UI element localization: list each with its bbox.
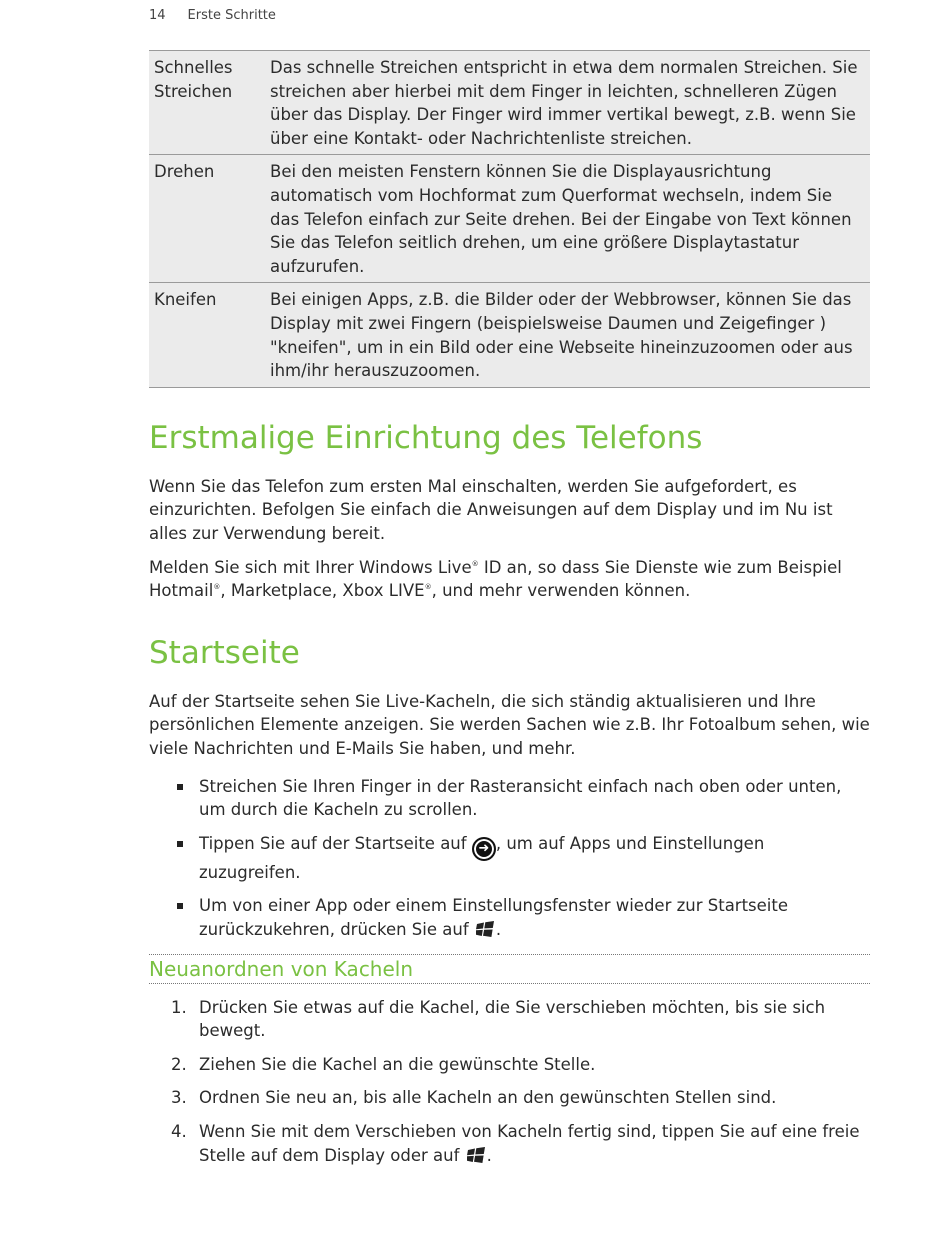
rearrange-steps xyxy=(149,996,870,1168)
page-header xyxy=(149,8,276,23)
gesture-term: Schnelles Streichen xyxy=(149,51,266,155)
setup-paragraph-windows-live: Melden Sie sich mit Ihrer Windows Live® ID an, so dass Sie Dienste wie zum Beispiel Hotmail®, Marketplace, Xbox LIVE®, und mehr verwenden können. xyxy=(149,557,842,601)
step-number: 4. xyxy=(171,1122,187,1141)
start-bullet-list xyxy=(149,775,870,942)
gesture-description: Bei einigen Apps, z.B. die Bilder oder der Webbrowser, können Sie das Display mit zwei Fingern (beispielsweise Daumen und Zeigefinger ) "kneifen", um in ein Bild oder eine Webseite hineinzuzoomen oder aus ihm/ihr herauszuzoomen. xyxy=(266,283,870,387)
registered-mark: ® xyxy=(424,583,432,592)
step-number: 3. xyxy=(171,1088,187,1108)
list-item: Tippen Sie auf der Startseite auf ➜ , um auf Apps und Einstellungen zuzugreifen. xyxy=(149,832,870,885)
registered-mark: ® xyxy=(471,559,479,568)
subsection-title-rearrange: Neuanordnen von Kacheln xyxy=(149,954,870,984)
gesture-term: Drehen xyxy=(149,155,266,283)
section-title-setup: Erstmalige Einrichtung des Telefons xyxy=(149,419,703,456)
registered-mark: ® xyxy=(213,583,221,592)
bullet-icon xyxy=(177,903,183,909)
step-number: 1. xyxy=(171,997,187,1017)
list-item: Um von einer App oder einem Einstellungsfenster wieder zur Startseite zurückzukehren, drücken Sie auf . xyxy=(149,894,870,941)
list-item: 3. Ordnen Sie neu an, bis alle Kacheln an den gewünschten Stellen sind. xyxy=(149,1086,870,1110)
table-row xyxy=(149,283,870,387)
section-title-start: Startseite xyxy=(149,634,300,671)
list-item: 1. Drücken Sie etwas auf die Kachel, die Sie verschieben möchten, bis sie sich bewegt. xyxy=(171,997,826,1041)
windows-logo-icon xyxy=(476,921,494,937)
step-number: 2. xyxy=(171,1054,187,1074)
arrow-right-circle-icon: ➜ xyxy=(472,837,496,861)
gesture-description: Bei den meisten Fenstern können Sie die Displayausrichtung automatisch vom Hochformat zum Querformat wechseln, indem Sie das Telefon einfach zur Seite drehen. Bei der Eingabe von Text können Sie das Telefon seitlich drehen, um eine größere Displaytastatur aufzurufen. xyxy=(266,155,870,283)
windows-logo-icon xyxy=(467,1147,485,1163)
gestures-table xyxy=(149,50,870,388)
table-row xyxy=(149,51,870,155)
page-content xyxy=(149,50,870,1177)
bullet-icon xyxy=(177,841,183,847)
gesture-term: Kneifen xyxy=(149,283,266,387)
page-number: 14 xyxy=(149,8,166,23)
bullet-icon xyxy=(177,784,183,790)
setup-paragraph: Wenn Sie das Telefon zum ersten Mal einschalten, werden Sie aufgefordert, es einzurichten. Befolgen Sie einfach die Anweisungen auf dem Display und im Nu ist alles zur Verwendung bereit. xyxy=(149,476,833,543)
list-item: Streichen Sie Ihren Finger in der Rasteransicht einfach nach oben oder unten, um durch die Kacheln zu scrollen. xyxy=(149,775,870,822)
list-item: 4. Wenn Sie mit dem Verschieben von Kacheln fertig sind, tippen Sie auf eine freie Stelle auf dem Display oder auf . xyxy=(171,1122,860,1165)
list-item: 2. Ziehen Sie die Kachel an die gewünschte Stelle. xyxy=(149,1053,870,1077)
start-paragraph: Auf der Startseite sehen Sie Live-Kacheln, die sich ständig aktualisieren und Ihre persönlichen Elemente anzeigen. Sie werden Sachen wie z.B. Ihr Fotoalbum sehen, wie viele Nachrichten und E-Mails Sie haben, und mehr. xyxy=(149,691,870,759)
table-row xyxy=(149,155,870,283)
chapter-title: Erste Schritte xyxy=(187,8,276,23)
gesture-description: Das schnelle Streichen entspricht in etwa dem normalen Streichen. Sie streichen aber hierbei mit dem Finger in leichten, schnelleren Zügen über das Display. Der Finger wird immer vertikal bewegt, z.B. wenn Sie über eine Kontakt- oder Nachrichtenliste streichen. xyxy=(266,51,870,155)
